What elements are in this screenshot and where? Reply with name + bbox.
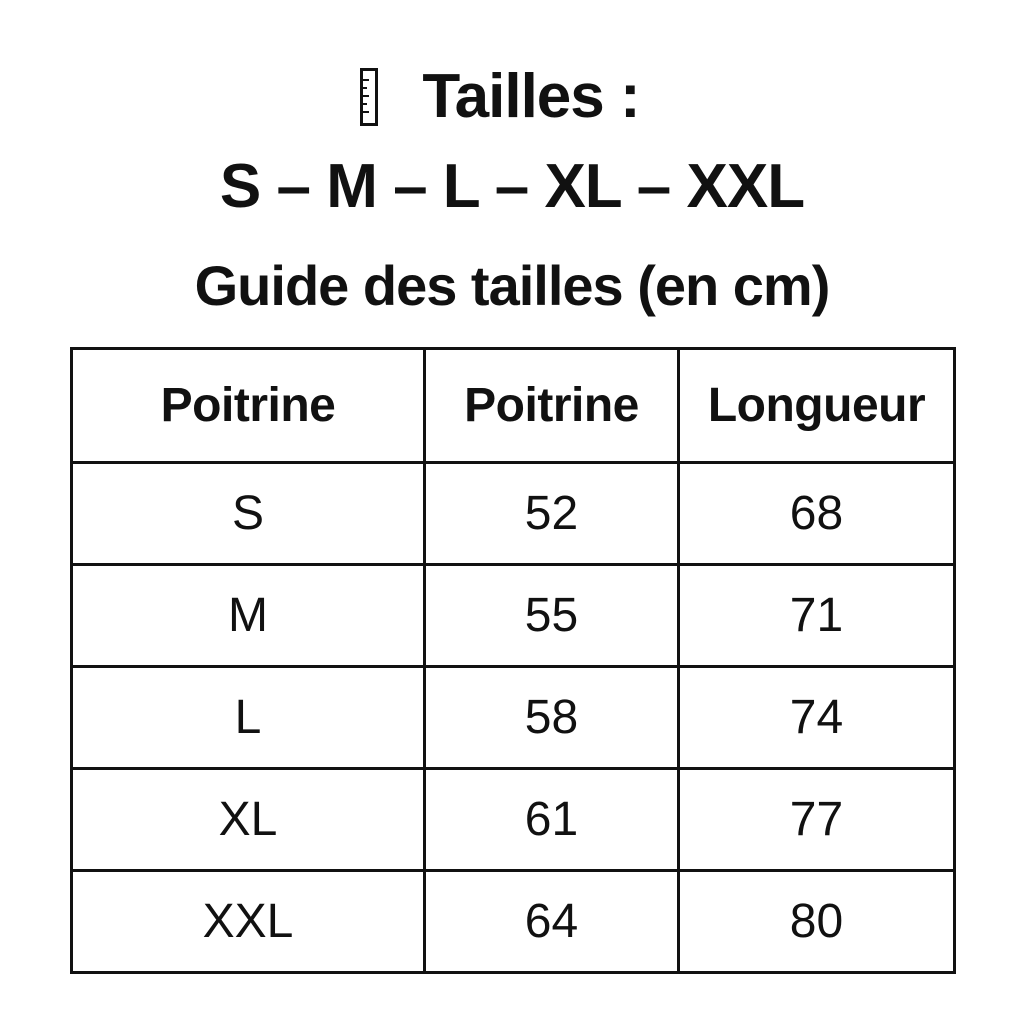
table-cell: 68 bbox=[679, 463, 955, 565]
table-cell: S bbox=[72, 463, 425, 565]
table-cell: XL bbox=[72, 769, 425, 871]
table-cell: 58 bbox=[425, 667, 679, 769]
table-cell: 64 bbox=[425, 871, 679, 973]
table-header-row bbox=[72, 349, 955, 463]
guide-title: Guide des tailles (en cm) bbox=[194, 254, 830, 317]
column-header: Longueur bbox=[679, 349, 955, 463]
table-row bbox=[72, 463, 955, 565]
table-cell: 71 bbox=[679, 565, 955, 667]
sizes-line: S – M – L – XL – XXL bbox=[219, 152, 805, 221]
size-guide-table bbox=[70, 347, 956, 974]
ruler-icon bbox=[360, 68, 378, 126]
table-cell: 61 bbox=[425, 769, 679, 871]
page-title: Tailles : bbox=[422, 62, 640, 131]
table-cell: 77 bbox=[679, 769, 955, 871]
table-cell: L bbox=[72, 667, 425, 769]
table-cell: 55 bbox=[425, 565, 679, 667]
table-cell: 52 bbox=[425, 463, 679, 565]
table-row bbox=[72, 667, 955, 769]
table-row bbox=[72, 871, 955, 973]
table-cell: M bbox=[72, 565, 425, 667]
table-cell: 80 bbox=[679, 871, 955, 973]
title-row bbox=[0, 62, 1024, 131]
table-cell: XXL bbox=[72, 871, 425, 973]
table-cell: 74 bbox=[679, 667, 955, 769]
table-row bbox=[72, 565, 955, 667]
table-row bbox=[72, 769, 955, 871]
column-header: Poitrine bbox=[72, 349, 425, 463]
column-header: Poitrine bbox=[425, 349, 679, 463]
